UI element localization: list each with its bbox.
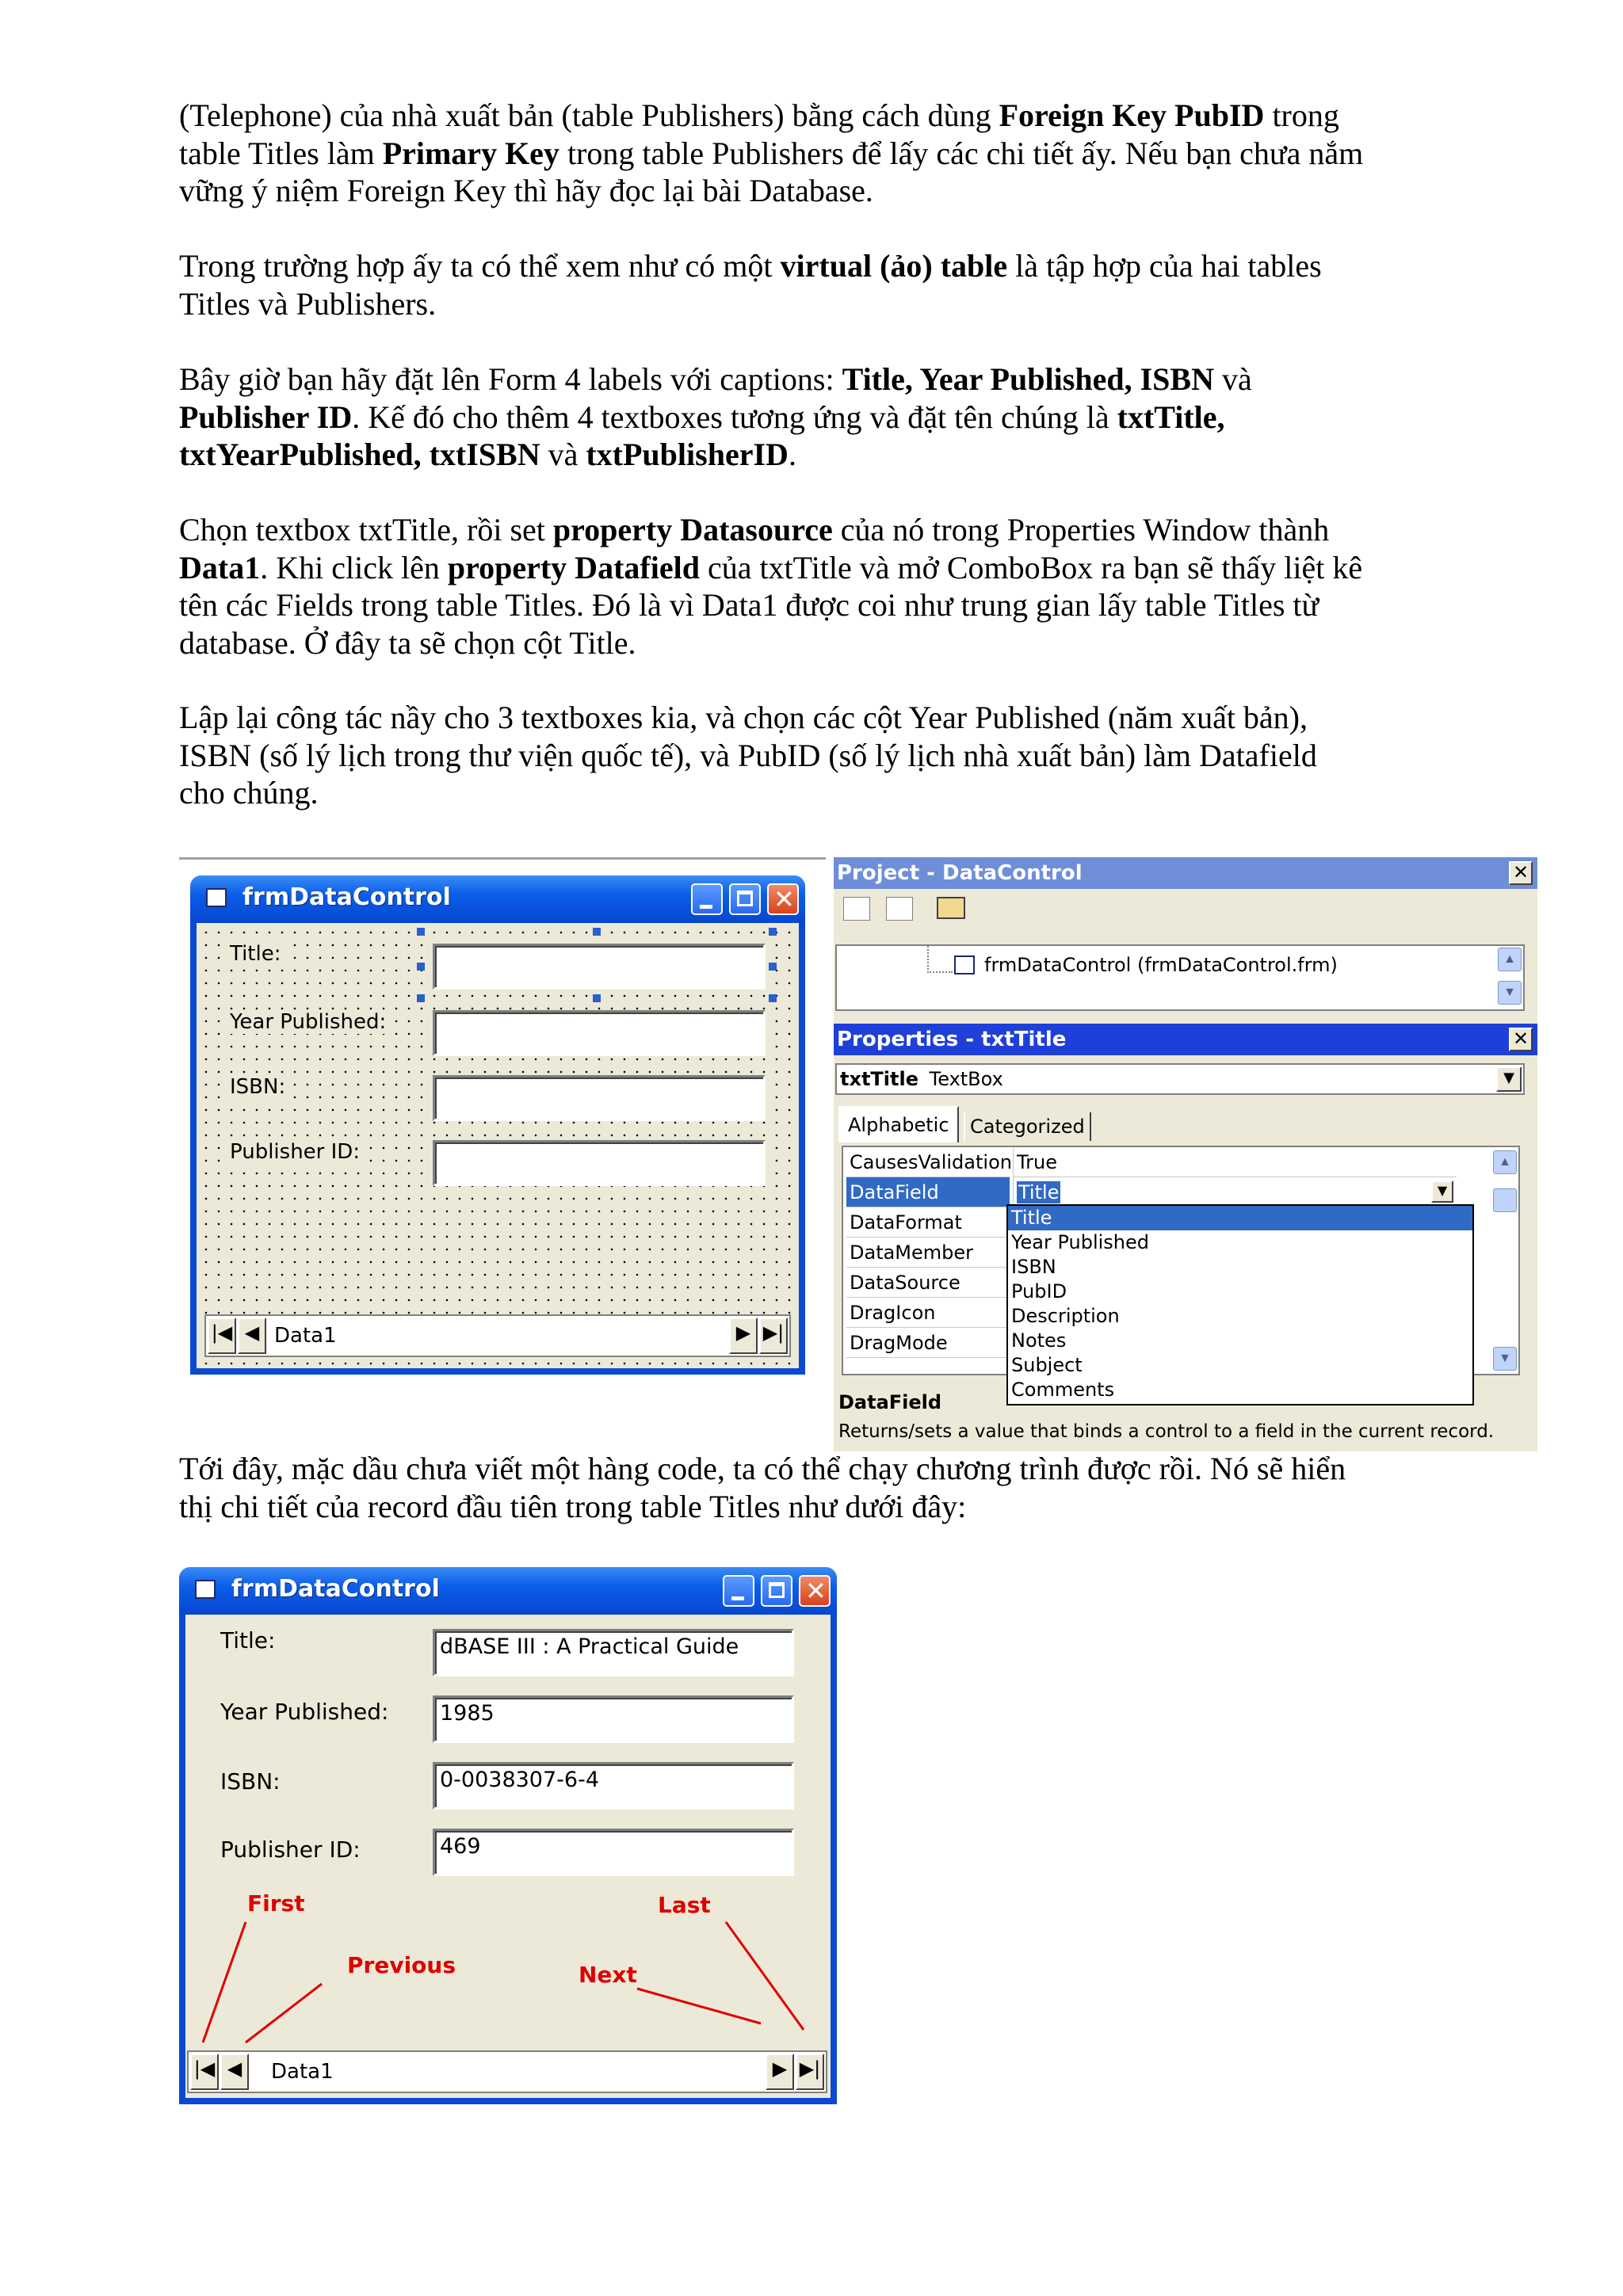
annotation-last: Last	[658, 1892, 711, 1918]
move-previous-button[interactable]: ◀	[220, 2054, 249, 2090]
datafield-value-combo[interactable]	[1013, 1177, 1457, 1207]
tree-scroll-down-button[interactable]: ▼	[1498, 981, 1522, 1005]
annotation-next: Next	[579, 1962, 637, 1988]
dropdown-option[interactable]: Year Published	[1011, 1231, 1149, 1253]
project-tree	[835, 944, 1525, 1011]
data-control-caption: Data1	[274, 1324, 337, 1348]
selection-handle[interactable]	[593, 928, 601, 936]
design-txt-publisher[interactable]	[433, 1140, 766, 1186]
project-window-title: Project - DataControl	[837, 861, 1083, 885]
dropdown-option[interactable]: Notes	[1011, 1329, 1067, 1352]
description-text: Returns/sets a value that binds a control to a field in the current record.	[838, 1421, 1495, 1442]
run-form-body	[185, 1615, 831, 2098]
datafield-dropdown-list[interactable]	[1006, 1204, 1474, 1405]
tab-categorized[interactable]: Categorized	[964, 1112, 1091, 1141]
close-icon: ✕	[773, 884, 795, 914]
project-close-button[interactable]: ✕	[1509, 861, 1533, 885]
run-label-publisher: Publisher ID:	[217, 1836, 364, 1863]
grid-scroll-up-button[interactable]: ▲	[1493, 1150, 1517, 1174]
close-button[interactable]	[767, 883, 799, 915]
design-data-control[interactable]	[204, 1314, 791, 1357]
selection-handle[interactable]	[417, 963, 425, 971]
property-name: DragIcon	[846, 1298, 1010, 1328]
property-name: CausesValidation	[846, 1147, 1010, 1177]
move-last-button[interactable]: ▶|	[759, 1318, 788, 1354]
property-value: Title	[1018, 1181, 1060, 1203]
paragraph-1: (Telephone) của nhà xuất bản (table Publishers) bằng cách dùng Foreign Key PubID trong table Titles làm Primary Key trong table Publishers để lấy các chi tiết ấy. Nếu bạn chưa nắm vững ý niệm Foreign Key thì hãy đọc lại bài Database.	[179, 97, 1364, 208]
txt-isbn[interactable]: 0-0038307-6-4	[433, 1762, 794, 1810]
selection-handle[interactable]	[769, 928, 777, 936]
object-type: TextBox	[929, 1068, 1003, 1090]
selection-handle[interactable]	[769, 963, 777, 971]
paragraph-4: Chọn textbox txtTitle, rồi set property Datasource của nó trong Properties Window thành Data1. Khi click lên property Datafield của txtTitle và mở ComboBox ra bạn sẽ thấy liệt kê tên các Fields trong table Titles. Đó là vì Data1 được coi như trung gian lấy table Titles từ database. Ở đây ta sẽ chọn cột Title.	[179, 512, 1363, 661]
annotation-previous: Previous	[347, 1952, 456, 1978]
arrow-last	[726, 1922, 804, 2030]
property-name: DataField	[846, 1177, 1010, 1207]
tab-alphabetic[interactable]: Alphabetic	[838, 1106, 959, 1142]
txt-title[interactable]: dBASE III : A Practical Guide	[433, 1629, 794, 1676]
tree-scroll-up-button[interactable]: ▲	[1498, 948, 1522, 971]
dropdown-option[interactable]: Comments	[1011, 1379, 1115, 1401]
design-txt-title[interactable]	[433, 944, 766, 990]
run-label-isbn: ISBN:	[217, 1768, 284, 1794]
dropdown-option[interactable]: Title	[1008, 1206, 1472, 1230]
run-form-window	[179, 1567, 837, 2104]
description-title: DataField	[838, 1391, 942, 1413]
run-label-title: Title:	[217, 1627, 278, 1653]
move-first-button[interactable]: |◀	[190, 2054, 219, 2090]
move-last-button[interactable]: ▶|	[796, 2054, 824, 2090]
tree-connector	[927, 946, 953, 973]
move-first-button[interactable]: |◀	[208, 1318, 236, 1354]
property-name: DataFormat	[846, 1207, 1010, 1238]
properties-window-caption[interactable]	[834, 1024, 1537, 1055]
form-icon	[954, 955, 975, 974]
property-name: DataMember	[846, 1238, 1010, 1268]
grid-scroll-down-button[interactable]: ▼	[1493, 1347, 1517, 1371]
design-form-canvas[interactable]	[197, 923, 799, 1368]
selection-handle[interactable]	[593, 994, 601, 1002]
design-label-title: Title:	[227, 942, 284, 966]
dropdown-option[interactable]: ISBN	[1011, 1256, 1056, 1278]
property-name: DragMode	[846, 1328, 1010, 1358]
paragraph-5: Lập lại công tác nầy cho 3 textboxes kia, và chọn các cột Year Published (năm xuất bản), ISBN (số lý lịch trong thư viện quốc tế), và PubID (số lý lịch nhà xuất bản) làm Datafield cho chúng.	[179, 700, 1317, 810]
move-previous-button[interactable]: ◀	[238, 1318, 266, 1354]
minimize-button[interactable]	[691, 883, 723, 915]
property-description	[834, 1386, 1523, 1450]
design-txt-isbn[interactable]	[433, 1075, 766, 1121]
design-txt-year[interactable]	[433, 1010, 766, 1056]
run-form-title: frmDataControl	[231, 1575, 440, 1603]
object-selector[interactable]	[835, 1063, 1525, 1095]
design-label-publisher: Publisher ID:	[227, 1140, 363, 1164]
chevron-down-icon[interactable]: ▼	[1431, 1180, 1453, 1203]
paragraph-3: Bây giờ bạn hãy đặt lên Form 4 labels với captions: Title, Year Published, ISBN và Publisher ID. Kế đó cho thêm 4 textboxes tương ứng và đặt tên chúng là txtTitle, txtYearPublished, txtISBN và txtPublisherID.	[179, 361, 1252, 472]
form-icon	[206, 888, 227, 907]
design-form-window	[190, 875, 805, 1375]
move-next-button[interactable]: ▶	[729, 1318, 758, 1354]
selection-handle[interactable]	[769, 994, 777, 1002]
design-label-year: Year Published:	[227, 1010, 389, 1034]
view-object-icon[interactable]	[886, 897, 913, 921]
project-toolbar	[834, 889, 1537, 929]
project-tree-item[interactable]: frmDataControl (frmDataControl.frm)	[984, 954, 1338, 976]
dropdown-option[interactable]: PubID	[1011, 1280, 1067, 1302]
project-window-caption[interactable]	[834, 857, 1537, 889]
property-value[interactable]: True	[1013, 1147, 1457, 1177]
data-control-caption: Data1	[271, 2060, 334, 2084]
form-icon	[195, 1580, 216, 1599]
run-label-year: Year Published:	[217, 1699, 391, 1725]
property-name: DataSource	[846, 1268, 1010, 1298]
maximize-icon	[769, 1582, 785, 1598]
run-data-control[interactable]	[187, 2050, 827, 2093]
annotation-first: First	[247, 1890, 305, 1917]
toggle-folders-icon[interactable]	[937, 897, 965, 919]
properties-close-button[interactable]: ✕	[1509, 1028, 1533, 1051]
design-form-title: frmDataControl	[242, 883, 451, 911]
close-button[interactable]	[799, 1575, 831, 1607]
arrow-first	[203, 1922, 246, 2042]
design-form-titlebar[interactable]	[190, 875, 805, 923]
txt-year-published[interactable]: 1985	[433, 1695, 794, 1743]
design-label-isbn: ISBN:	[227, 1075, 288, 1099]
maximize-button[interactable]	[761, 1575, 792, 1607]
dropdown-option[interactable]: Subject	[1011, 1354, 1083, 1376]
minimize-icon	[700, 905, 712, 909]
minimize-button[interactable]	[723, 1575, 754, 1607]
run-form-titlebar[interactable]	[179, 1567, 837, 1615]
maximize-button[interactable]	[729, 883, 761, 915]
properties-window-title: Properties - txtTitle	[837, 1028, 1067, 1051]
paragraph-6: Tới đây, mặc dầu chưa viết một hàng code, ta có thể chạy chương trình được rồi. Nó sẽ hiển thị chi tiết của record đầu tiên trong table Titles như dưới đây:	[179, 1451, 1346, 1524]
object-name: txtTitle	[840, 1068, 918, 1090]
chevron-down-icon[interactable]: ▼	[1496, 1066, 1522, 1092]
dropdown-option[interactable]: Description	[1011, 1305, 1120, 1327]
grid-scroll-thumb[interactable]	[1493, 1188, 1517, 1212]
figure-divider	[179, 857, 826, 860]
selection-handle[interactable]	[417, 928, 425, 936]
arrow-next	[637, 1989, 761, 2023]
arrow-previous	[246, 1984, 322, 2042]
maximize-icon	[737, 891, 753, 906]
move-next-button[interactable]: ▶	[766, 2054, 794, 2090]
view-code-icon[interactable]	[843, 897, 870, 921]
vb-ide-panels	[834, 857, 1537, 1451]
close-icon: ✕	[805, 1576, 827, 1606]
minimize-icon	[731, 1596, 744, 1600]
txt-publisher-id[interactable]: 469	[433, 1829, 794, 1876]
selection-handle[interactable]	[417, 994, 425, 1002]
paragraph-2: Trong trường hợp ấy ta có thể xem như có một virtual (ảo) table là tập hợp của hai tables Titles và Publishers.	[179, 248, 1322, 322]
